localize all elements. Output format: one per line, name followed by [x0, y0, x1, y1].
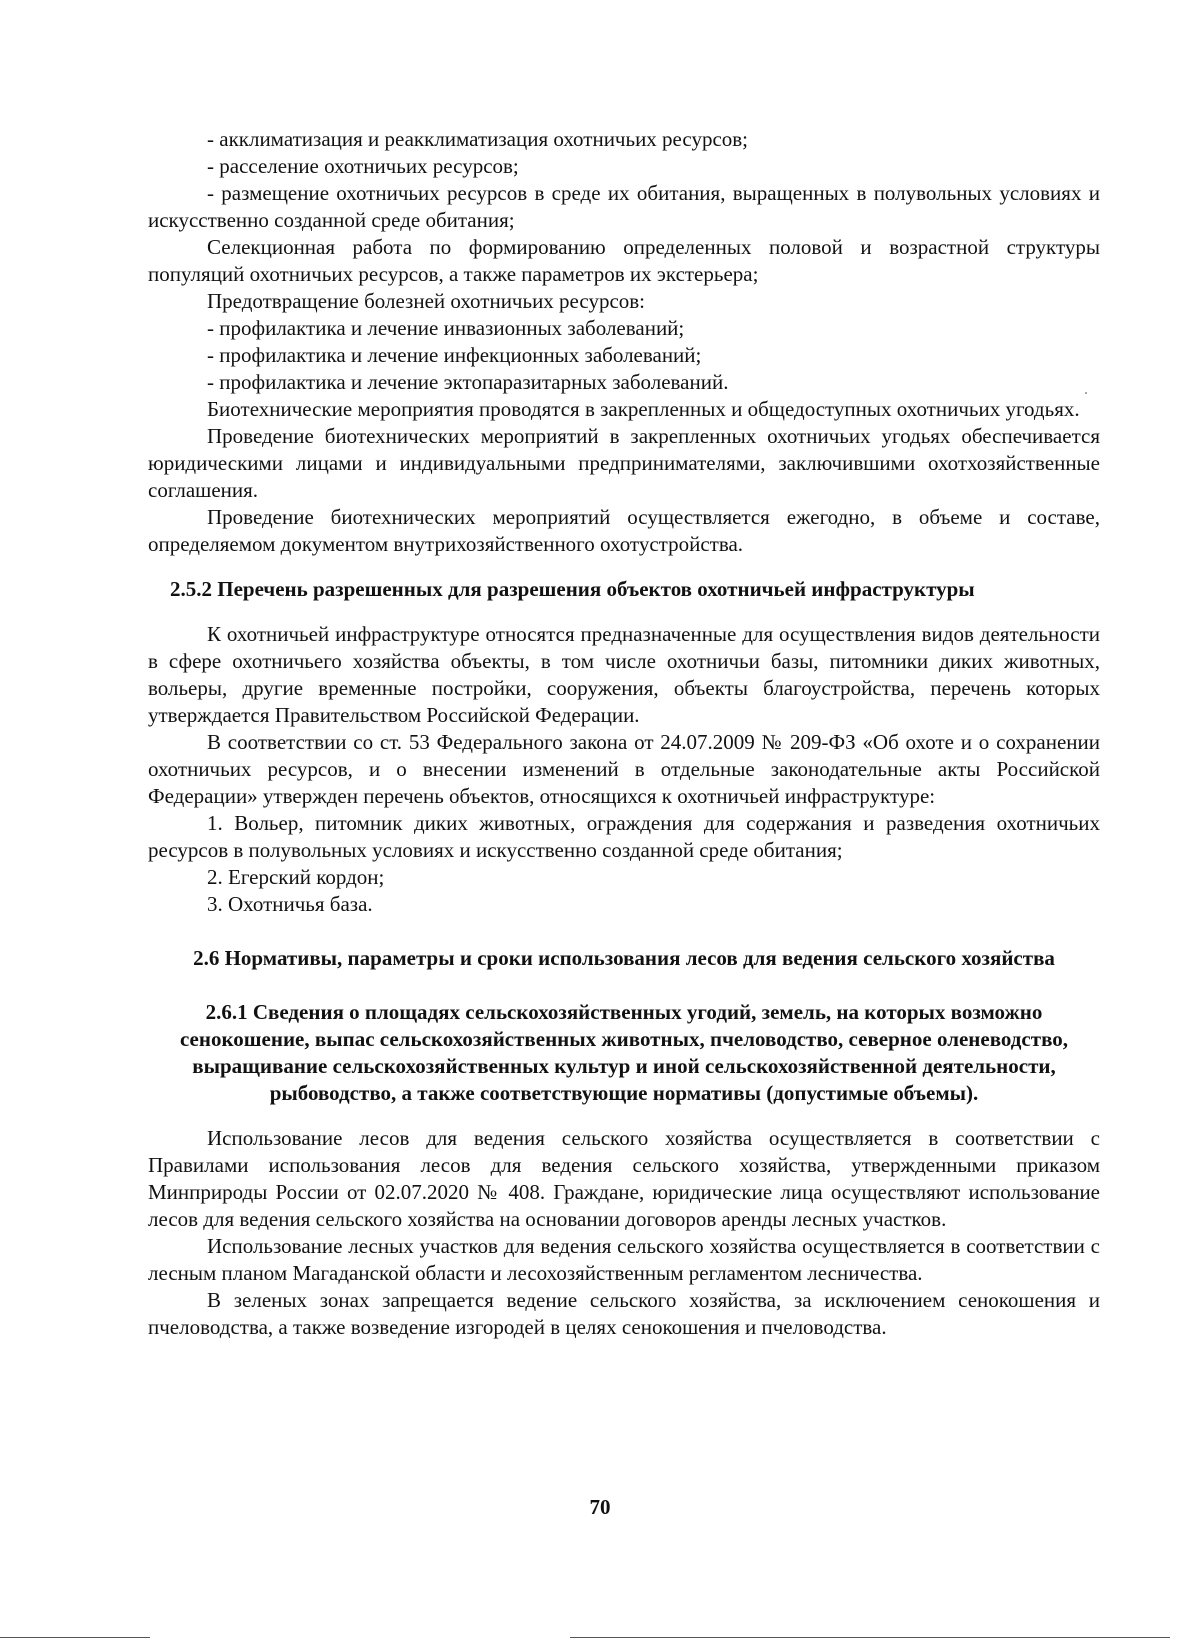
list-item: - акклиматизация и реакклиматизация охотничьих ресурсов;: [207, 127, 749, 151]
paragraph: Использование лесов для ведения сельского хозяйства осуществляется в соответствии с Правилами использования лесов для ведения сельского хозяйства, утвержденными приказом Минприроды России от 02.07.2020 № 408. Граждане, юридические лица осуществляют использование лесов для ведения сельского хозяйства на основании договоров аренды лесных участков.: [148, 1126, 1100, 1231]
spacer: [148, 918, 1100, 945]
list-item: - профилактика и лечение эктопаразитарных заболеваний.: [207, 370, 729, 394]
paragraph: Проведение биотехнических мероприятий в закрепленных охотничьих угодьях обеспечивается юридическими лицами и индивидуальными предпринимателями, заключившими охотхозяйственные соглашения.: [148, 424, 1100, 502]
list-item: 2. Егерский кордон;: [207, 865, 385, 889]
section-heading-2-6-1: 2.6.1 Сведения о площадях сельскохозяйственных угодий, земель, на которых возможно сенокошение, выпас сельскохозяйственных животных, пчеловодство, северное оленеводство, выращивание сельскохозяйственных культур и иной сельскохозяйственной деятельности, рыбоводство, а также соответствующие нормативы (допустимые объемы).: [179, 1000, 1069, 1105]
section-heading-2-6: 2.6 Нормативы, параметры и сроки использования лесов для ведения сельского хозяйства: [193, 946, 1055, 970]
spacer: [148, 1107, 1100, 1125]
section-heading-2-5-2: 2.5.2 Перечень разрешенных для разрешения объектов охотничьей инфраструктуры: [170, 577, 975, 601]
document-page: [148, 126, 1100, 1341]
paragraph: Использование лесных участков для ведения сельского хозяйства осуществляется в соответствии с лесным планом Магаданской области и лесохозяйственным регламентом лесничества.: [148, 1234, 1100, 1285]
list-item: 3. Охотничья база.: [207, 892, 373, 916]
list-item: - размещение охотничьих ресурсов в среде их обитания, выращенных в полувольных условиях и искусственно созданной среде обитания;: [148, 181, 1100, 232]
page-number: 70: [589, 1495, 611, 1519]
spacer: [148, 558, 1100, 576]
paragraph: В соответствии со ст. 53 Федерального закона от 24.07.2009 № 209-ФЗ «Об охоте и о сохранении охотничьих ресурсов, и о внесении изменений в отдельные законодательные акты Российской Федерации» утвержден перечень объектов, относящихся к охотничьей инфраструктуре:: [148, 730, 1100, 808]
list-item: - профилактика и лечение инфекционных заболеваний;: [207, 343, 702, 367]
spacer: [148, 972, 1100, 999]
paragraph: 1. Вольер, питомник диких животных, ограждения для содержания и разведения охотничьих ресурсов в полувольных условиях и искусственно созданной среде обитания;: [148, 811, 1100, 862]
paragraph: Предотвращение болезней охотничьих ресурсов:: [207, 289, 646, 313]
paragraph: В зеленых зонах запрещается ведение сельского хозяйства, за исключением сенокошения и пчеловодства, а также возведение изгородей в целях сенокошения и пчеловодства.: [148, 1288, 1100, 1339]
scan-artifact-dot: [1085, 392, 1087, 394]
paragraph: Проведение биотехнических мероприятий осуществляется ежегодно, в объеме и составе, определяемом документом внутрихозяйственного охотустройства.: [148, 505, 1100, 556]
paragraph: К охотничьей инфраструктуре относятся предназначенные для осуществления видов деятельности в сфере охотничьего хозяйства объекты, в том числе охотничьи базы, питомники диких животных, вольеры, другие временные постройки, сооружения, объекты благоустройства, перечень которых утверждается Правительством Российской Федерации.: [148, 622, 1100, 727]
paragraph: Селекционная работа по формированию определенных половой и возрастной структуры популяций охотничьих ресурсов, а также параметров их экстерьера;: [148, 235, 1100, 286]
scan-artifact-line: [0, 1637, 150, 1638]
list-item: - расселение охотничьих ресурсов;: [207, 154, 519, 178]
spacer: [148, 603, 1100, 621]
scan-artifact-line: [570, 1637, 1170, 1638]
paragraph: Биотехнические мероприятия проводятся в закрепленных и общедоступных охотничьих угодьях.: [207, 397, 1080, 421]
list-item: - профилактика и лечение инвазионных заболеваний;: [207, 316, 685, 340]
